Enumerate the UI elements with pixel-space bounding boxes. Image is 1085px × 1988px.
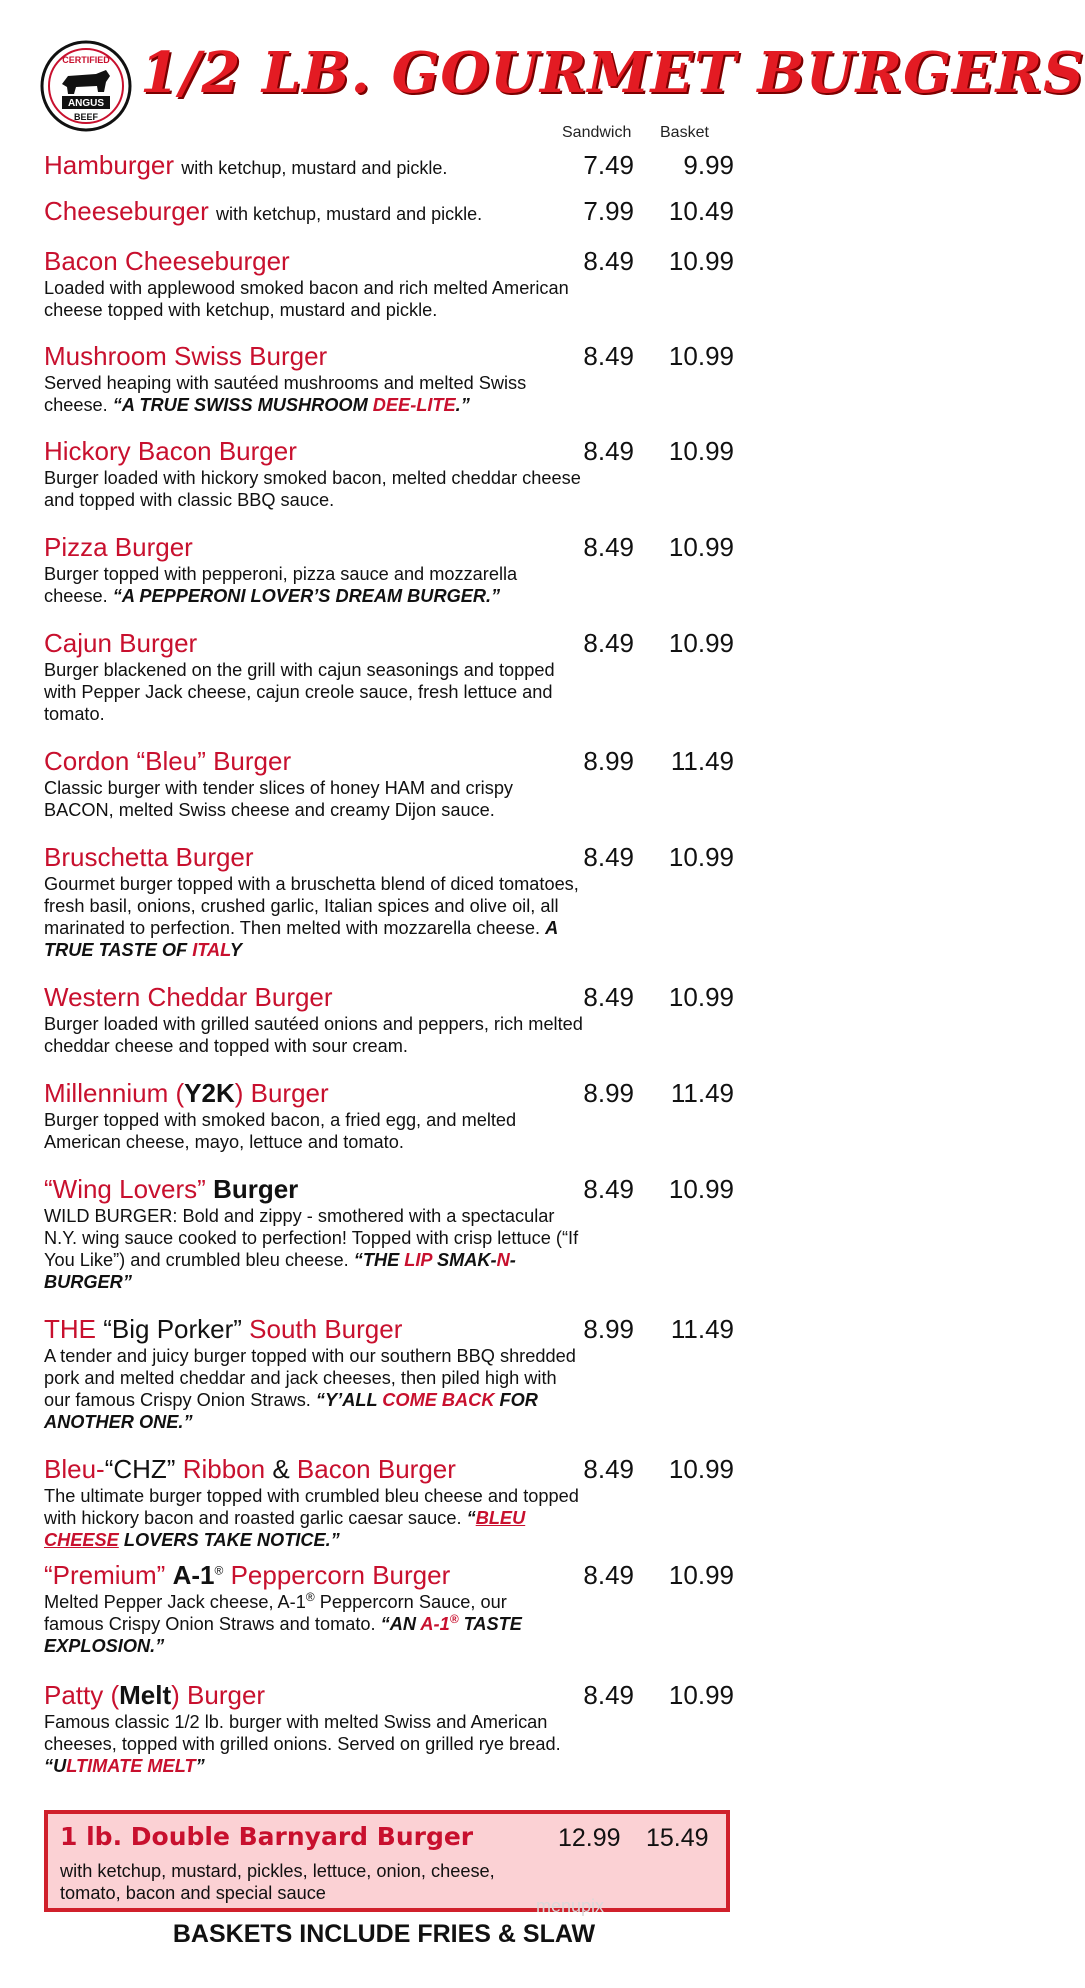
- sandwich-price: 8.49: [583, 1680, 634, 1710]
- sandwich-price: 8.49: [583, 1454, 634, 1484]
- sandwich-price: 8.49: [583, 246, 634, 276]
- item-description: Burger topped with smoked bacon, a fried egg, and melted American cheese, mayo, lettuce and tomato.: [44, 1110, 517, 1152]
- item-name: Bleu-“CHZ” Ribbon & Bacon Burger: [44, 1454, 456, 1484]
- basket-price: 11.49: [670, 746, 734, 776]
- special-item-name: 1 lb. Double Barnyard Burger: [60, 1822, 474, 1851]
- item-description: Burger loaded with hickory smoked bacon, melted cheddar cheese and topped with classic BBQ sauce.: [44, 468, 581, 510]
- special-item-box: [44, 1810, 730, 1912]
- sandwich-price: 8.99: [583, 1314, 634, 1344]
- sandwich-price: 8.49: [583, 532, 634, 562]
- basket-price: 10.99: [668, 436, 734, 466]
- basket-column-header: Basket: [660, 124, 709, 141]
- item-name: Patty (Melt) Burger: [44, 1680, 266, 1710]
- item-description: Burger loaded with grilled sautéed onions and peppers, rich melted cheddar cheese and topped with sour cream.: [44, 1014, 583, 1056]
- menu-item: [44, 196, 734, 229]
- sandwich-price: 8.99: [583, 746, 634, 776]
- sandwich-price: 8.49: [583, 1560, 634, 1590]
- item-description: Classic burger with tender slices of honey HAM and crispy BACON, melted Swiss cheese and creamy Dijon sauce.: [44, 778, 514, 820]
- item-name: Pizza Burger: [44, 532, 193, 562]
- seal-certified: CERTIFIED: [62, 55, 110, 65]
- footer-note: BASKETS INCLUDE FRIES & SLAW: [172, 1920, 596, 1948]
- menu-item: [44, 341, 734, 416]
- menu-item: [44, 1454, 734, 1551]
- sandwich-price: 8.49: [583, 628, 634, 658]
- basket-price: 10.99: [668, 246, 734, 276]
- item-description: Burger blackened on the grill with cajun seasonings and topped with Pepper Jack cheese, cajun creole sauce, fresh lettuce and tomato.: [44, 660, 555, 724]
- menu-item: [44, 436, 734, 511]
- item-description: Famous classic 1/2 lb. burger with melted Swiss and American cheeses, topped with grilled onions. Served on grilled rye bread. “ULTIMATE MELT”: [44, 1712, 561, 1776]
- item-description: WILD BURGER: Bold and zippy - smothered with a spectacular N.Y. wing sauce cooked to perfection! Topped with crisp lettuce (“If You Like”) and crumbled bleu cheese. “THE LIP SMAK-N-BURGER”: [44, 1206, 579, 1292]
- menu-item: [44, 982, 734, 1057]
- menu-item: [44, 628, 734, 725]
- item-name: Mushroom Swiss Burger: [44, 341, 328, 371]
- sandwich-price: 8.49: [583, 341, 634, 371]
- item-description: Served heaping with sautéed mushrooms and melted Swiss cheese. “A TRUE SWISS MUSHROOM DEE-LITE.”: [44, 373, 527, 415]
- menu-item: [44, 532, 734, 607]
- sandwich-price: 8.49: [583, 1174, 634, 1204]
- seal-beef: BEEF: [73, 112, 99, 122]
- item-name: “Wing Lovers” Burger: [44, 1174, 299, 1204]
- basket-price: 10.49: [668, 196, 734, 226]
- basket-price: 11.49: [670, 1078, 734, 1108]
- basket-price: 10.99: [668, 1680, 734, 1710]
- menu-item: [44, 1560, 734, 1657]
- watermark: menupix: [536, 1896, 605, 1916]
- item-name: Cheeseburger with ketchup, mustard and pickle.: [44, 196, 483, 226]
- basket-price: 11.49: [670, 1314, 734, 1344]
- sandwich-price: 8.49: [583, 982, 634, 1012]
- item-name: Bruschetta Burger: [44, 842, 254, 872]
- sandwich-price: 7.99: [583, 196, 634, 226]
- item-name: Cordon “Bleu” Burger: [44, 746, 292, 776]
- menu-item: [44, 150, 734, 183]
- item-name: Millennium (Y2K) Burger: [44, 1078, 329, 1108]
- sandwich-price: 8.99: [583, 1078, 634, 1108]
- menu-item: [44, 1078, 734, 1153]
- basket-price: 10.99: [668, 1454, 734, 1484]
- item-name: Western Cheddar Burger: [44, 982, 333, 1012]
- sandwich-column-header: Sandwich: [562, 124, 632, 141]
- basket-price: 10.99: [668, 532, 734, 562]
- item-description: A tender and juicy burger topped with our southern BBQ shredded pork and melted cheddar and jack cheeses, then piled high with our famous Crispy Onion Straws. “Y’ALL COME BACK FOR ANOTHER ONE.”: [44, 1346, 576, 1432]
- special-item-description: with ketchup, mustard, pickles, lettuce, onion, cheese, tomato, bacon and special sauce: [60, 1861, 495, 1903]
- item-description: Melted Pepper Jack cheese, A-1® Peppercorn Sauce, our famous Crispy Onion Straws and tomato. “AN A-1® TASTE EXPLOSION.”: [44, 1589, 522, 1656]
- basket-price: 10.99: [668, 982, 734, 1012]
- basket-price: 10.99: [668, 341, 734, 371]
- menu-item: [44, 1680, 734, 1777]
- basket-price: 10.99: [668, 842, 734, 872]
- menu-item: [44, 842, 734, 961]
- item-name: Cajun Burger: [44, 628, 198, 658]
- menu-item: [44, 246, 734, 321]
- sandwich-price: 8.49: [583, 842, 634, 872]
- item-description: Gourmet burger topped with a bruschetta blend of diced tomatoes, fresh basil, onions, crushed garlic, Italian spices and olive oil, all marinated to perfection. Then melted with mozzarella cheese. A TRUE TASTE OF ITALY: [44, 874, 579, 960]
- certified-angus-beef-logo: [40, 40, 132, 132]
- item-description: The ultimate burger topped with crumbled bleu cheese and topped with hickory bacon and roasted garlic caesar sauce. “BLEU CHEESE LOVERS TAKE NOTICE.”: [44, 1486, 579, 1550]
- sandwich-price: 8.49: [583, 436, 634, 466]
- item-name: Hamburger with ketchup, mustard and pickle.: [44, 150, 448, 180]
- sandwich-price: 7.49: [583, 150, 634, 180]
- special-sandwich-price: 12.99: [558, 1824, 621, 1852]
- basket-price: 10.99: [668, 628, 734, 658]
- special-basket-price: 15.49: [646, 1824, 709, 1852]
- item-description: Loaded with applewood smoked bacon and rich melted American cheese topped with ketchup, mustard and pickle.: [44, 278, 569, 320]
- menu-item: [44, 1174, 734, 1293]
- item-name: “Premium” A-1® Peppercorn Burger: [44, 1560, 451, 1590]
- basket-price: 10.99: [668, 1174, 734, 1204]
- menu-item: [44, 746, 734, 821]
- basket-price: 10.99: [668, 1560, 734, 1590]
- item-name: Bacon Cheeseburger: [44, 246, 290, 276]
- item-name: THE “Big Porker” South Burger: [44, 1314, 403, 1344]
- page-title: 1/2 LB. GOURMET BURGERS: [140, 40, 1085, 106]
- basket-price: 9.99: [683, 150, 734, 180]
- item-name: Hickory Bacon Burger: [44, 436, 297, 466]
- seal-angus: ANGUS: [67, 98, 105, 109]
- menu-item: [44, 1314, 734, 1433]
- item-description: Burger topped with pepperoni, pizza sauce and mozzarella cheese. “A PEPPERONI LOVER’S DREAM BURGER.”: [44, 564, 518, 606]
